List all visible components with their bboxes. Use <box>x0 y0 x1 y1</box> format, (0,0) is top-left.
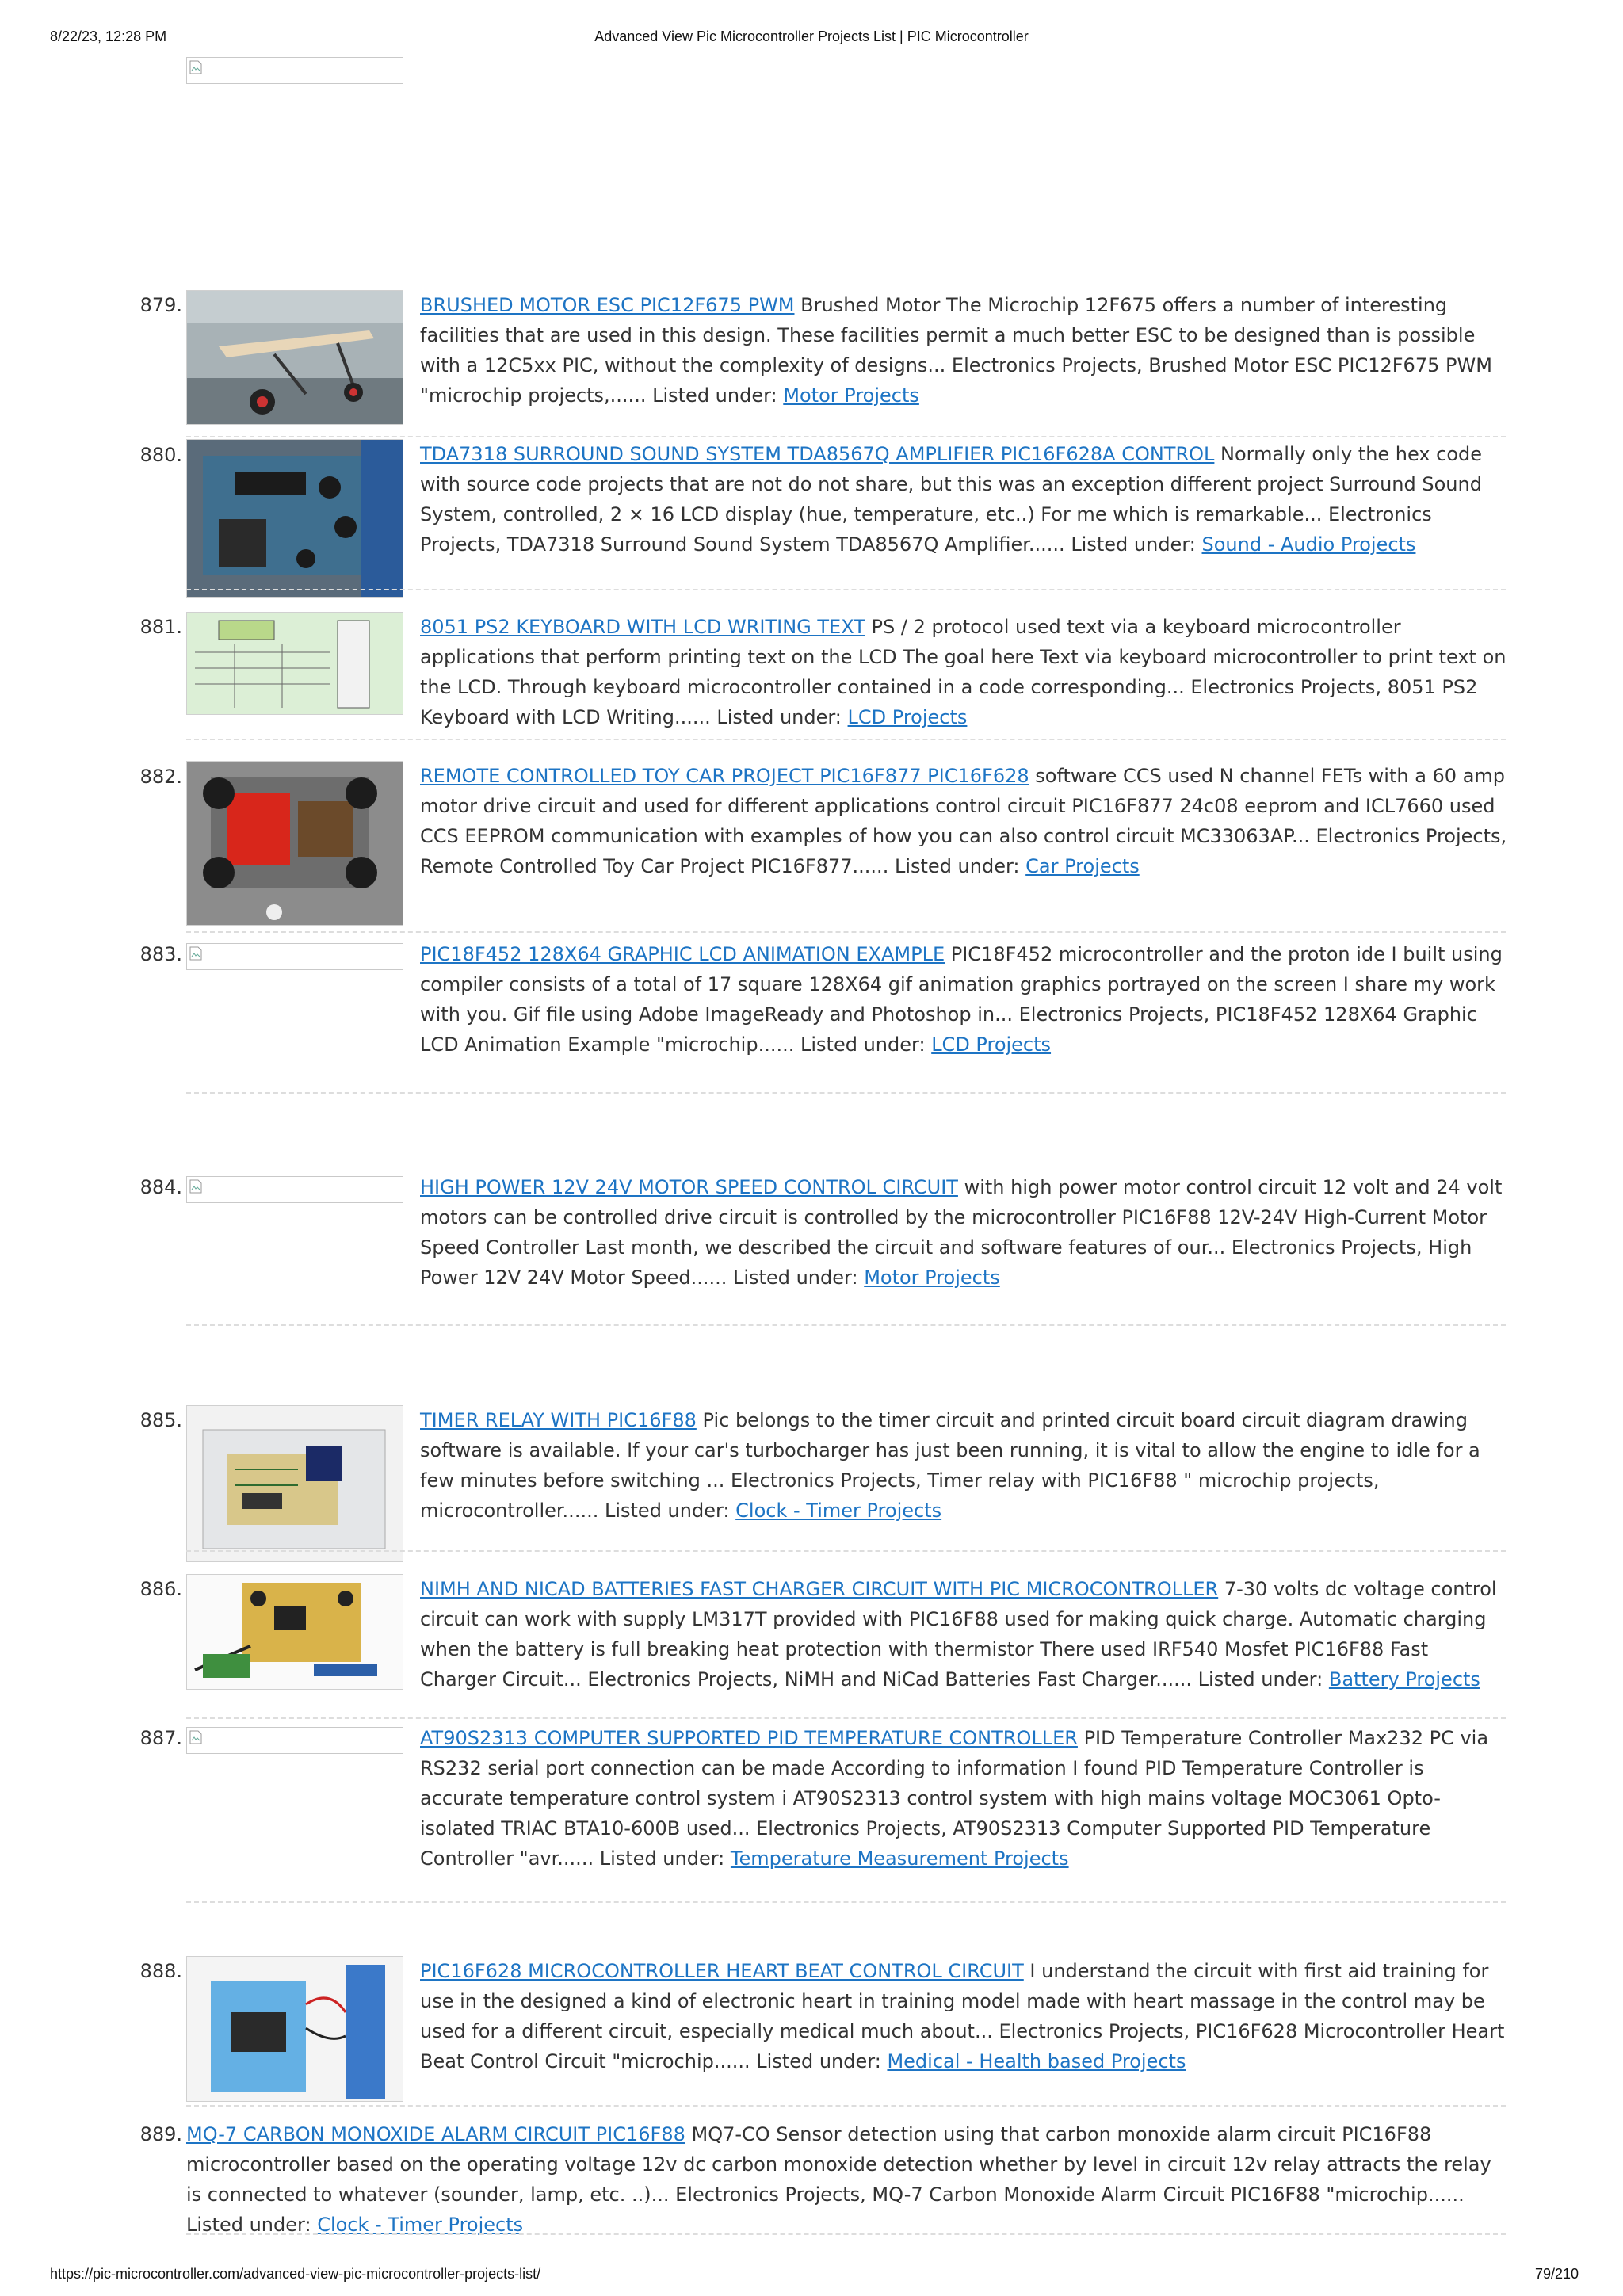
entry-text <box>420 1172 1510 1293</box>
entry-separator <box>186 1092 1506 1094</box>
print-datetime: 8/22/23, 12:28 PM <box>50 29 167 44</box>
broken-image-icon <box>186 57 403 84</box>
entry-title-link[interactable]: 8051 PS2 KEYBOARD WITH LCD WRITING TEXT <box>420 616 865 638</box>
category-link[interactable]: Battery Projects <box>1328 1668 1480 1690</box>
category-link[interactable]: Sound - Audio Projects <box>1201 533 1416 556</box>
category-link[interactable]: LCD Projects <box>931 1033 1052 1056</box>
entry-number: 887. <box>139 1727 182 1749</box>
entry-title-link[interactable]: HIGH POWER 12V 24V MOTOR SPEED CONTROL CIRCUIT <box>420 1176 958 1198</box>
entry-number: 888. <box>139 1960 182 1982</box>
entry-description: 7-30 volts dc voltage control circuit can work with supply LM317T provided with PIC16F88 used for making quick charge. Automatic charging when the battery is full breaking heat protection with thermistor There used IRF540 Mosfet PIC16F88 Fast Charger Circuit... Electronics Projects, NiMH and NiCad Batteries Fast Charger...... <box>420 1578 1497 1690</box>
entry-number: 881. <box>139 616 182 638</box>
entry-number: 884. <box>139 1176 182 1198</box>
entry-title-link[interactable]: AT90S2313 COMPUTER SUPPORTED PID TEMPERATURE CONTROLLER <box>420 1727 1078 1749</box>
listed-under-label: Listed under: <box>1197 1668 1323 1690</box>
broken-image-icon <box>186 1176 403 1203</box>
entry-separator <box>186 2233 1506 2235</box>
category-link[interactable]: Car Projects <box>1025 855 1140 877</box>
entry-text <box>420 290 1510 411</box>
entry-description: I understand the circuit with first aid training for use in the designed a kind of electronic heart in training model made with heart massage in the control may be used for a different circuit, especially medical much about... Electronics Projects, PIC16F628 Microcontroller Heart Beat Control Circuit "microchip...... <box>420 1960 1505 2073</box>
thumbnail-image[interactable] <box>186 1574 403 1690</box>
entry-separator <box>186 2105 1506 2107</box>
entry-description: Brushed Motor The Microchip 12F675 offers a number of interesting facilities that are used in this design. These facilities permit a much better ESC to be designed than is possible with a 12C5xx PIC, without the complexity of designs... Electronics Projects, Brushed Motor ESC PIC12F675 PWM "microchip projects,...... <box>420 294 1492 407</box>
listed-under-label: Listed under: <box>894 855 1020 877</box>
entry-separator <box>186 1901 1506 1903</box>
entry-text <box>420 1956 1510 2076</box>
listed-under-label: Listed under: <box>604 1499 730 1522</box>
entry-text <box>420 761 1510 881</box>
category-link[interactable]: Medical - Health based Projects <box>887 2050 1186 2073</box>
entry-text <box>420 612 1510 732</box>
entry-title-link[interactable]: REMOTE CONTROLLED TOY CAR PROJECT PIC16F877 PIC16F628 <box>420 765 1029 787</box>
entry-separator <box>186 1550 1506 1552</box>
entry-text <box>420 939 1510 1060</box>
category-link[interactable]: Motor Projects <box>864 1266 1000 1289</box>
entry-text <box>186 2119 1510 2240</box>
entry-description: software CCS used N channel FETs with a 60 amp motor drive circuit and used for different applications control circuit PIC16F877 24c08 eeprom and ICL7660 used CCS EEPROM communication with examples of how you can also control circuit MC33063AP... Electronics Projects, Remote Controlled Toy Car Project PIC16F877...... <box>420 765 1507 877</box>
entry-number: 879. <box>139 294 182 316</box>
listed-under-label: Listed under: <box>733 1266 858 1289</box>
entry-number: 889. <box>139 2123 182 2145</box>
entry-title-link[interactable]: PIC16F628 MICROCONTROLLER HEART BEAT CONTROL CIRCUIT <box>420 1960 1024 1982</box>
thumbnail-image[interactable] <box>186 1956 403 2102</box>
listed-under-label: Listed under: <box>716 706 842 728</box>
thumbnail-image[interactable] <box>186 1405 403 1562</box>
page-number: 79/210 <box>1534 2266 1579 2282</box>
entry-separator <box>186 1717 1506 1719</box>
page-url: https://pic-microcontroller.com/advanced-view-pic-microcontroller-projects-list/ <box>50 2266 541 2282</box>
entry-separator <box>186 436 1506 437</box>
entry-title-link[interactable]: TIMER RELAY WITH PIC16F88 <box>420 1409 697 1431</box>
category-link[interactable]: Temperature Measurement Projects <box>730 1847 1069 1870</box>
entry-description: PIC18F452 microcontroller and the proton ide I built using compiler consists of a total of 17 square 128X64 gif animation graphics portrayed on the screen I share my work with you. Gif file using Adobe ImageReady and Photoshop in... Electronics Projects, PIC18F452 128X64 Graphic LCD Animation Example "microchip...... <box>420 943 1503 1056</box>
broken-image-icon <box>186 943 403 970</box>
entry-description: Normally only the hex code with source code projects that are not do not share, but this was an exception different project Surround Sound System, controlled, 2 × 16 LCD display (hue, temperature, etc..) For me which is remarkable... Electronics Projects, TDA7318 Surround Sound System TDA8567Q Amplifier...... <box>420 443 1483 556</box>
entry-title-link[interactable]: PIC18F452 128X64 GRAPHIC LCD ANIMATION EXAMPLE <box>420 943 945 965</box>
thumbnail-image[interactable] <box>186 761 403 926</box>
listed-under-label: Listed under: <box>599 1847 725 1870</box>
entry-number: 880. <box>139 444 182 466</box>
listed-under-label: Listed under: <box>186 2214 311 2236</box>
listed-under-label: Listed under: <box>652 384 777 407</box>
entry-description: with high power motor control circuit 12 volt and 24 volt motors can be controlled drive circuit is controlled by the microcontroller PIC16F88 12V-24V High-Current Motor Speed Controller Last month, we described the circuit and software features of our... Electronics Projects, High Power 12V 24V Motor Speed...... <box>420 1176 1503 1289</box>
entry-description: MQ7-CO Sensor detection using that carbon monoxide alarm circuit PIC16F88 microcontroller based on the operating voltage 12v dc carbon monoxide detection whether by level in circuit 12v relay attracts the relay is connected to whatever (sounder, lamp, etc. ..)... Electronics Projects, MQ-7 Carbon Monoxide Alarm Circuit PIC16F88 "microchip...... <box>186 2123 1491 2206</box>
entry-text <box>420 1405 1510 1526</box>
listed-under-label: Listed under: <box>1071 533 1196 556</box>
entry-title-link[interactable]: MQ-7 CARBON MONOXIDE ALARM CIRCUIT PIC16F88 <box>186 2123 685 2145</box>
thumbnail-image[interactable] <box>186 290 403 425</box>
entry-separator <box>186 739 1506 740</box>
listed-under-label: Listed under: <box>800 1033 926 1056</box>
listed-under-label: Listed under: <box>756 2050 881 2073</box>
entry-number: 885. <box>139 1409 182 1431</box>
entry-title-link[interactable]: TDA7318 SURROUND SOUND SYSTEM TDA8567Q AMPLIFIER PIC16F628A CONTROL <box>420 443 1215 465</box>
entry-description: PS / 2 protocol used text via a keyboard microcontroller applications that perform printing text on the LCD The goal here Text via keyboard microcontroller to print text on the LCD. Through keyboard microcontroller contained in a code corresponding... Electronics Projects, 8051 PS2 Keyboard with LCD Writing...... <box>420 616 1507 728</box>
entry-separator <box>186 931 1506 933</box>
entry-number: 886. <box>139 1578 182 1600</box>
entry-number: 883. <box>139 943 182 965</box>
page-title: Advanced View Pic Microcontroller Projects List | PIC Microcontroller <box>594 29 1029 44</box>
category-link[interactable]: Motor Projects <box>783 384 919 407</box>
thumbnail-image[interactable] <box>186 612 403 715</box>
entry-title-link[interactable]: BRUSHED MOTOR ESC PIC12F675 PWM <box>420 294 795 316</box>
thumbnail-image[interactable] <box>186 439 403 598</box>
broken-image-icon <box>186 1727 403 1754</box>
entry-text <box>420 1723 1510 1874</box>
entry-description: PID Temperature Controller Max232 PC via RS232 serial port connection can be made According to information I found PID Temperature Controller is accurate temperature control system i AT90S2313 control system with high mains voltage MOC3061 Opto-isolated TRIAC BTA10-600B used... Electronics Projects, AT90S2313 Computer Supported PID Temperature Controller "avr...... <box>420 1727 1489 1870</box>
category-link[interactable]: Clock - Timer Projects <box>317 2214 524 2236</box>
category-link[interactable]: Clock - Timer Projects <box>735 1499 942 1522</box>
entry-title-link[interactable]: NIMH AND NICAD BATTERIES FAST CHARGER CIRCUIT WITH PIC MICROCONTROLLER <box>420 1578 1219 1600</box>
category-link[interactable]: LCD Projects <box>847 706 968 728</box>
entry-separator <box>186 1324 1506 1326</box>
entry-number: 882. <box>139 766 182 788</box>
entry-text <box>420 1574 1510 1694</box>
entry-description: Pic belongs to the timer circuit and printed circuit board circuit diagram drawing software is available. If your car's turbocharger has just been running, it is vital to allow the engine to idle for a few minutes before switching ... Electronics Projects, Timer relay with PIC16F88 " microchip projects, microcontroller...... <box>420 1409 1480 1522</box>
entry-text <box>420 439 1510 560</box>
entry-separator <box>186 589 1506 590</box>
